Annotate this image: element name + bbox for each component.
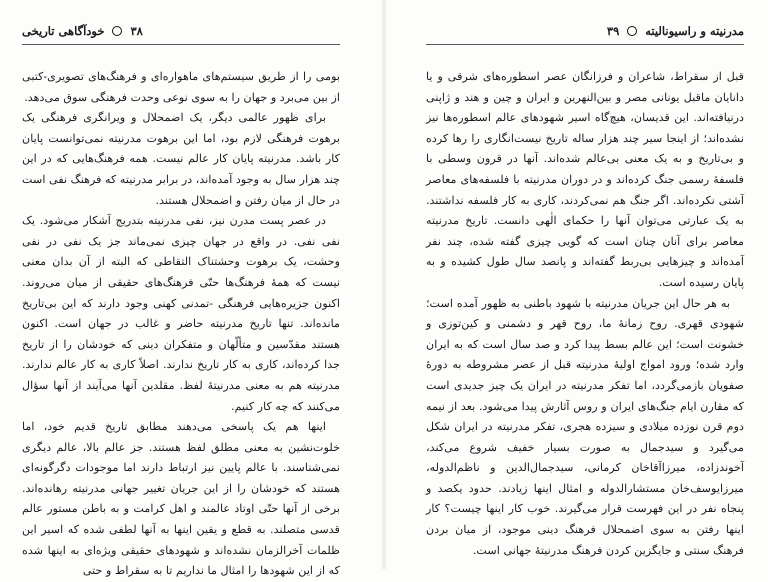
right-running-head bbox=[426, 22, 744, 45]
right-page bbox=[384, 0, 768, 569]
left-header-title: خودآگاهی تاریخی bbox=[22, 24, 105, 38]
right-body-text bbox=[426, 67, 744, 561]
left-page-number: ۳۸ bbox=[130, 24, 143, 38]
right-page-number: ۳۹ bbox=[606, 24, 620, 38]
paragraph: بومی را از طریق سیستم‌های ماهواره‌ای و فرهنگ‌های تصویری-کتبی از بین می‌برد و جهان را به سوی نوعی وحدت فرهنگی سوق می‌دهد. bbox=[22, 70, 340, 104]
circle-ornament-icon bbox=[112, 26, 122, 36]
paragraph: قبل از سقراط، شاعران و فرزانگان عصر اسطوره‌های شرقی و یا دانایان ماقبل یونانی مصر و بین‌النهرین و ایران و چین و هند و ژاپنی درنیافته‌اند. این قدیسان، هیچ‌گاه اسیر شهودهای عالم اسطوره‌ها نیز نشده‌اند؛ از اینجا سیر چند هزار ساله تاریخ نیست‌انگاری را رها کرده و بی‌تاریخ و به یک معنی بی‌عالم شده‌اند. آنها در قرون وسطی با فلسفهٔ رسمی جنگ کرده‌اند و در دوران مدرنیته با فلسفه‌های معاصر آشتی نکرده‌اند. اگر جنگ هم نمی‌کردند، کاری به کار فلسفه نداشتند. به یک عبارتی می‌توان آنها را حکمای الٰهی دانست. تاریخ مدرنیته معاصر برای آنان چنان است که گویی چیزی گفته شده، چند نفر آمده‌اند و چیزهایی بی‌ربط گفته‌اند و پانصد سال طول کشیده و به پایان رسیده است. bbox=[426, 70, 744, 289]
paragraph: برای ظهور عالمی دیگر، یک اضمحلال و ویرانگری فرهنگی یک برهوت فرهنگی لازم بود، اما این برهوت مدرنیته نمی‌توانست پایان کار باشد. مدرنیته پایان کار عالم نیست. همه فرهنگ‌هایی که در این چند هزار سال به وجود آمده‌اند، در برابر مدرنیته که فرهنگ نفی است در حال از میان رفتن و اضمحلال هستند. bbox=[22, 111, 340, 207]
circle-ornament-icon bbox=[627, 26, 637, 36]
left-running-head bbox=[22, 22, 340, 45]
left-body-text bbox=[22, 67, 340, 582]
paragraph: به هر حال این جریان مدرنیته با شهود باطنی به ظهور آمده است؛ شهودی قهری. روح زمانهٔ ما، روح قهر و دشمنی و کین‌توزی و خشونت است؛ این عالم بسط پیدا کرد و صد سال است که به ایران وارد شده؛ ورود امواج اولیهٔ مدرنیته قبل از عصر مشروطه به دورهٔ صفویان بازمی‌گردد، اما تفکر مدرنیته در ایران یک چیز جدیدی است که مقارن ایام جنگ‌های ایران و روس آثارش پیدا می‌شود. بعد از نیمه دوم قرن نوزده میلادی و سیزده هجری، تفکر مدرنیته در ایران شکل می‌گیرد و سیدجمال به صورت بسیار خفیف شروع می‌کند، آخوندزاده، میرزاآقاخان کرمانی، سیدجمال‌الدین و ناظم‌الدوله، میرزایوسف‌خان مستشارالدوله و امثال اینها زیادند. حدود یکصد و پنجاه نفر در این فهرست قرار می‌گیرند. خوب کار اینها چیست؟ کار اینها رفتن به سوی اضمحلال فرهنگ دینی موجود، از میان بردن فرهنگ سنتی و جایگزین کردن فرهنگ مدرنیتهٔ جهانی است. bbox=[426, 296, 744, 557]
paragraph: اینها هم یک پاسخی می‌دهند مطابق تاریخ قدیم خود، اما خلوت‌نشین به معنی مطلق لفظ هستند. جز عالم بالا، عالم دیگری نمی‌شناسند. با عالم پایین نیز ارتباط دارند اما موجودات دگرگونه‌ای هستند که خودشان را از این جریان تغییر جهانی مدرنیته رهانده‌اند. برخی از آنها حتّی اوتاد عالمند و اهل کرامت و به باطن مستور عالم قدسی متصلند. به قطع و یقین اینها به آنها لطفی شده که اسیر این ظلمات آخرالزمان نشده‌اند و شهودهای حقیقی ویژه‌ای به اینها شده که از این شهودها را امثال ما نداریم تا به سقراط و حتی bbox=[22, 420, 340, 578]
right-header-title: مدرنیته و راسیونالیته bbox=[645, 24, 744, 38]
left-page bbox=[0, 0, 384, 578]
paragraph: در عصر پست مدرن نیز، نفی مدرنیته بتدریج آشکار می‌شود. یک نفی نفی. در واقع در جهان چیزی نمی‌ماند جز یک نفی در نفی وحشت، یک برهوت وحشتناک التقاطی که البته از آن بدان معنی نیست که همهٔ فرهنگ‌ها حتّی فرهنگ‌های حقیقی از میان می‌روند. اکنون جزیره‌هایی فرهنگی -تمدنی کهنی وجود دارند که این بی‌تاریخ مانده‌اند. تنها تاریخ مدرنیته حاضر و غالب در جهان است. اکنون هستند مقدّسین و متألّهان و متفکران دینی که خودشان را از تاریخ جدا کرده‌اند، کاری به کار تاریخ ندارند. اصلاً کاری به کار عالم ندارند. مدرنیته هم به معنی مدرنیتهٔ لفظ. مقلدین آنها می‌آیند از آنها سؤال می‌کنند که چه کار کنیم. bbox=[22, 214, 340, 413]
